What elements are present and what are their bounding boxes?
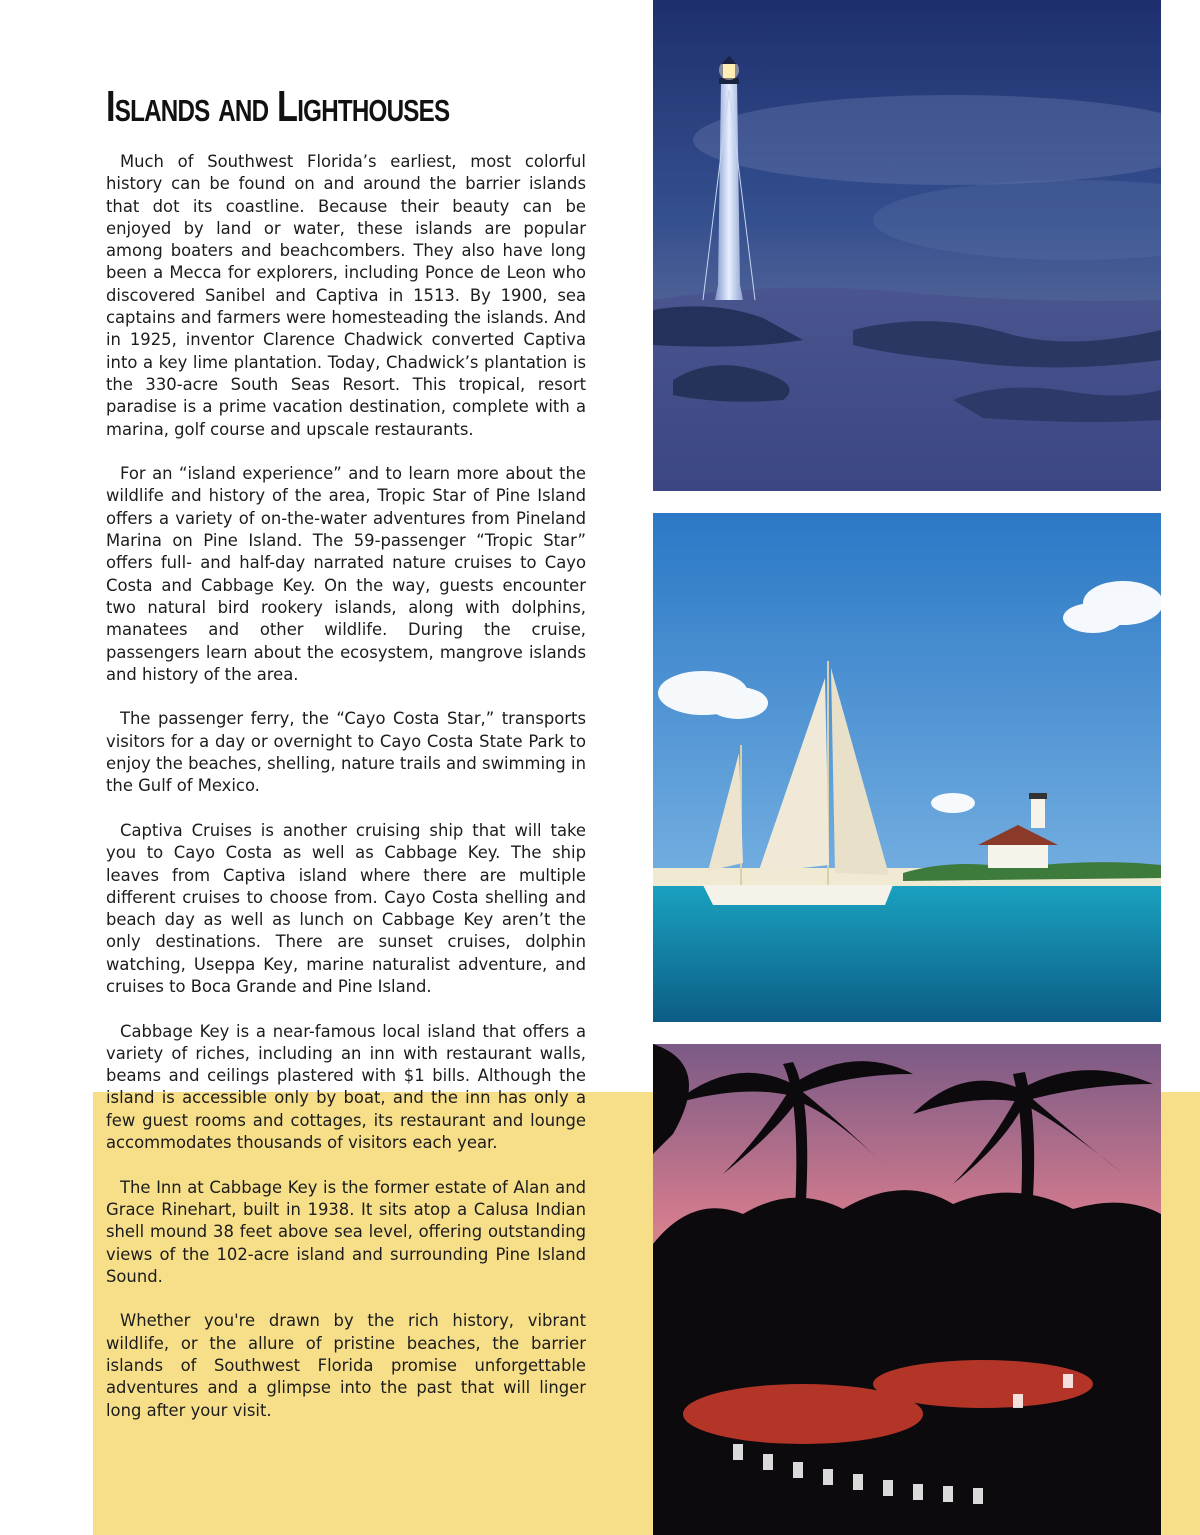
paragraph-3: The passenger ferry, the “Cayo Costa Star,” transports visitors for a day or overnight to Cayo Costa State Park to enjoy the beaches, shelling, nature trails and swimming in the Gulf of Mexico. xyxy=(106,709,586,796)
sailboat-photo xyxy=(653,513,1161,1022)
sunset-palms-photo xyxy=(653,1044,1161,1535)
paragraph-2: For an “island experience” and to learn more about the wildlife and history of the area, Tropic Star of Pine Island offers a variety of on-the-water adventures from Pineland Marina on Pine Island. The 59-passenger “Tropic Star” offers full- and half-day narrated nature cruises to Cayo Costa and Cabbage Key. On the way, guests encounter two natural bird rookery islands, along with dolphins, manatees and other wildlife. During the cruise, passengers learn about the ecosystem, mangrove islands and history of the area. xyxy=(106,464,586,684)
paragraph-4: Captiva Cruises is another cruising ship that will take you to Cayo Costa as well as Cabbage Key. The ship leaves from Captiva island where there are multiple different cruises to choose from. Cayo Costa shelling and beach day as well as lunch on Cabbage Key aren’t the only destinations. There are sunset cruises, dolphin watching, Useppa Key, marine naturalist adventure, and cruises to Boca Grande and Pine Island. xyxy=(106,820,586,996)
paragraph-5: Cabbage Key is a near-famous local island that offers a variety of riches, including an inn with restaurant walls, beams and ceilings plastered with $1 bills. Although the island is accessible only by boat, and the inn has only a few guest rooms and cottages, its restaurant and lounge accommodates thousands of visitors each year. xyxy=(106,1021,586,1153)
paragraph-7: Whether you're drawn by the rich history, vibrant wildlife, or the allure of pristine beaches, the barrier islands of Southwest Florida promise unforgettable adventures and a glimpse into the past that will linger long after your visit. xyxy=(106,1311,586,1420)
paragraph-1: Much of Southwest Florida’s earliest, most colorful history can be found on and around the barrier islands that dot its coastline. Because their beauty can be enjoyed by land or water, these islands are popular among boaters and beachcombers. They also have long been a Mecca for explorers, including Ponce de Leon who discovered Sanibel and Captiva in 1513. By 1900, sea captains and farmers were homesteading the islands. And in 1925, inventor Clarence Chadwick converted Captiva into a key lime plantation. Today, Chadwick’s plantation is the 330-acre South Seas Resort. This tropical, resort paradise is a prime vacation destination, complete with a marina, golf course and upscale restaurants. xyxy=(106,152,586,439)
article-body xyxy=(106,151,586,1444)
page-title: Islands and Lighthouses xyxy=(106,82,450,131)
lighthouse-night-photo xyxy=(653,0,1161,491)
paragraph-6: The Inn at Cabbage Key is the former estate of Alan and Grace Rinehart, built in 1938. It sits atop a Calusa Indian shell mound 38 feet above sea level, offering outstanding views of the 102-acre island and surrounding Pine Island Sound. xyxy=(106,1177,586,1286)
